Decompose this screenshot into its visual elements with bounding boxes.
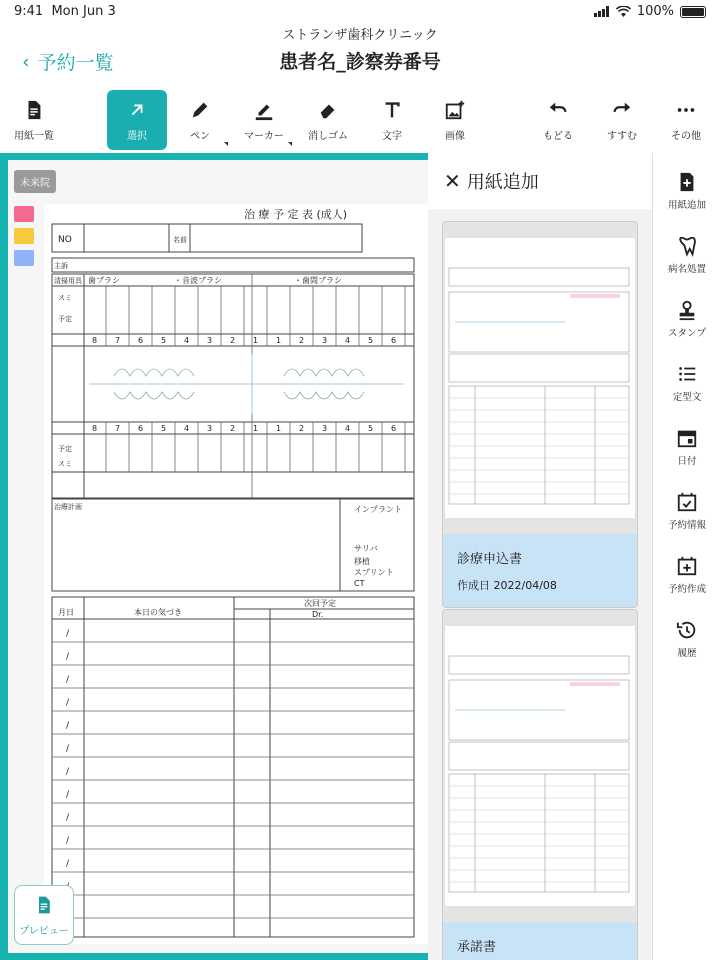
document-icon	[23, 99, 45, 121]
tool-label: 用紙一覧	[14, 130, 54, 142]
svg-text:3: 3	[322, 336, 328, 345]
sidebar-item-diagnosis[interactable]: 病名処置	[653, 235, 720, 275]
card-date: 作成日 2022/04/08	[457, 579, 557, 592]
svg-text:/: /	[66, 652, 70, 662]
svg-text:3: 3	[322, 424, 328, 433]
form-name-label: 名前	[173, 236, 187, 244]
svg-text:8: 8	[92, 424, 98, 433]
history-icon	[676, 619, 698, 641]
redo-icon	[611, 99, 633, 121]
form-plan-label: 予定	[58, 315, 72, 323]
svg-text:4: 4	[345, 424, 351, 433]
tool-label: ペン	[190, 130, 210, 142]
add-document-icon	[676, 171, 698, 193]
select-arrow-icon	[126, 99, 148, 121]
svg-text:/: /	[66, 721, 70, 731]
calendar-icon	[676, 427, 698, 449]
sidebar-item-history[interactable]: 履歴	[653, 619, 720, 659]
form-opt1: サリバ	[354, 544, 378, 553]
paper-thumbnail	[443, 610, 637, 922]
tool-paper-list[interactable]	[4, 90, 64, 150]
panel-title: 用紙追加	[466, 172, 539, 193]
svg-text:1: 1	[276, 336, 282, 345]
svg-text:/: /	[66, 859, 70, 869]
tool-select[interactable]	[107, 90, 167, 150]
svg-text:/: /	[66, 675, 70, 685]
clinic-name: ストランザ歯科クリニック	[282, 28, 438, 43]
signal-icon	[594, 6, 610, 17]
back-label: 予約一覧	[37, 52, 114, 74]
card-label	[443, 534, 637, 607]
tool-undo[interactable]	[528, 90, 588, 150]
svg-text:7: 7	[115, 424, 121, 433]
svg-text:6: 6	[391, 336, 397, 345]
svg-text:/: /	[66, 767, 70, 777]
caret-icon	[224, 142, 228, 146]
form-complaint-label: 主訴	[54, 262, 68, 270]
tooth-icon	[676, 235, 698, 257]
form-brush2: ・音波ブラシ	[174, 276, 222, 285]
sidebar-item-stamp[interactable]: スタンプ	[653, 299, 720, 339]
form-opt3: スプリント	[354, 568, 394, 577]
svg-text:3: 3	[207, 424, 213, 433]
svg-text:/: /	[66, 790, 70, 800]
wifi-icon	[616, 6, 631, 17]
calendar-add-icon	[676, 555, 698, 577]
form-plan-label-lower: 予定	[58, 445, 72, 453]
form-monthday-header: 月日	[58, 608, 74, 617]
preview-label: プレビュー	[19, 925, 69, 937]
sidebar-item-create-appointment[interactable]: 予約作成	[653, 555, 720, 595]
svg-text:6: 6	[391, 424, 397, 433]
svg-text:1: 1	[276, 424, 282, 433]
sticky-notes	[14, 206, 34, 266]
panel-header	[428, 153, 652, 209]
page-title: 患者名_診察券番号	[279, 51, 441, 73]
svg-text:2: 2	[230, 424, 236, 433]
svg-text:5: 5	[368, 424, 374, 433]
tool-pen[interactable]	[170, 90, 230, 150]
status-right	[594, 4, 706, 19]
svg-text:/: /	[66, 836, 70, 846]
tool-label: すすむ	[606, 130, 638, 142]
form-thumbnail-svg	[445, 626, 635, 906]
tool-redo[interactable]	[592, 90, 652, 150]
form-tools-label: 清掃用具	[54, 277, 82, 285]
sidebar-item-add-paper[interactable]: 用紙追加	[653, 171, 720, 211]
form-no-label: NO	[58, 235, 72, 245]
form-brush1: 歯ブラシ	[88, 276, 120, 285]
form-next-header: 次回予定	[304, 599, 336, 608]
form-treatment-label: 治療計画	[54, 503, 82, 511]
form-opt4: CT	[354, 579, 365, 588]
list-icon	[676, 363, 698, 385]
battery-percent: 100%	[636, 4, 674, 19]
status-bar	[0, 0, 720, 22]
stamp-icon	[676, 299, 698, 321]
status-badge: 未来院	[14, 170, 56, 193]
image-add-icon	[444, 99, 466, 121]
form-done-label: スミ	[58, 294, 72, 302]
svg-text:1: 1	[253, 424, 259, 433]
svg-text:2: 2	[299, 424, 305, 433]
memo-blue-icon[interactable]	[14, 250, 34, 266]
tool-more[interactable]	[656, 90, 716, 150]
svg-text:4: 4	[184, 336, 190, 345]
svg-text:7: 7	[115, 336, 121, 345]
caret-icon	[288, 142, 292, 146]
canvas-area	[0, 153, 428, 960]
paper-card[interactable]	[442, 609, 638, 960]
add-paper-panel	[428, 153, 652, 960]
sidebar-item-date[interactable]: 日付	[653, 427, 720, 467]
svg-text:/: /	[66, 813, 70, 823]
svg-text:6: 6	[138, 336, 144, 345]
form-implant-label: インプラント	[354, 505, 402, 514]
card-name: 診療申込書	[457, 552, 523, 567]
svg-text:1: 1	[253, 336, 259, 345]
paper-card[interactable]	[442, 221, 638, 608]
tool-text[interactable]	[362, 90, 422, 150]
more-icon	[675, 99, 697, 121]
status-time: 9:41 Mon Jun 3	[14, 4, 116, 19]
sidebar-item-template[interactable]: 定型文	[653, 363, 720, 403]
form-brush3: ・歯間ブラシ	[294, 276, 342, 285]
form-dr-header: Dr.	[312, 610, 324, 619]
calendar-check-icon	[676, 491, 698, 513]
svg-text:5: 5	[161, 336, 167, 345]
svg-text:5: 5	[368, 336, 374, 345]
svg-text:/: /	[66, 744, 70, 754]
card-label	[443, 922, 637, 960]
tool-eraser[interactable]	[298, 90, 358, 150]
svg-text:2: 2	[299, 336, 305, 345]
tool-label: もどる	[543, 130, 573, 142]
form-title: 治 療 予 定 表 (成人)	[244, 208, 348, 221]
svg-text:3: 3	[207, 336, 213, 345]
tool-label: 消しゴム	[308, 130, 348, 142]
tool-label: マーカー	[244, 130, 284, 142]
svg-text:2: 2	[230, 336, 236, 345]
svg-text:8: 8	[92, 336, 98, 345]
canvas[interactable]	[8, 160, 428, 953]
toolbar	[0, 88, 720, 152]
tool-image[interactable]	[425, 90, 485, 150]
text-icon	[381, 99, 403, 121]
preview-button[interactable]	[14, 885, 74, 945]
card-name: 承諾書	[457, 940, 497, 955]
undo-icon	[547, 99, 569, 121]
form-thumbnail-svg	[445, 238, 635, 518]
tool-marker[interactable]	[234, 90, 294, 150]
svg-text:6: 6	[138, 424, 144, 433]
paper-thumbnail	[443, 222, 637, 534]
document-icon	[34, 894, 54, 916]
pen-icon	[189, 99, 211, 121]
back-button[interactable]	[22, 48, 114, 75]
battery-icon	[680, 6, 706, 18]
form-svg	[44, 204, 428, 944]
form-done-label-lower: スミ	[58, 460, 72, 468]
form-notes-header: 本日の気づき	[134, 608, 182, 617]
form-opt2: 移植	[354, 557, 370, 566]
form-sheet[interactable]	[44, 204, 428, 944]
svg-text:5: 5	[161, 424, 167, 433]
memo-pink-icon[interactable]	[14, 206, 34, 222]
right-sidebar	[652, 153, 720, 960]
marker-icon	[253, 99, 275, 121]
svg-text:/: /	[66, 698, 70, 708]
tool-label: 選択	[127, 130, 147, 142]
tool-label: 文字	[382, 130, 402, 142]
svg-text:/: /	[66, 629, 70, 639]
sidebar-item-appointment-info[interactable]: 予約情報	[653, 491, 720, 531]
memo-yellow-icon[interactable]	[14, 228, 34, 244]
tool-label: その他	[671, 130, 701, 142]
svg-text:4: 4	[184, 424, 190, 433]
chevron-left-icon: ‹	[22, 50, 30, 73]
tool-label: 画像	[445, 130, 465, 142]
eraser-icon	[317, 99, 339, 121]
svg-text:4: 4	[345, 336, 351, 345]
close-icon[interactable]: ✕	[444, 169, 461, 193]
